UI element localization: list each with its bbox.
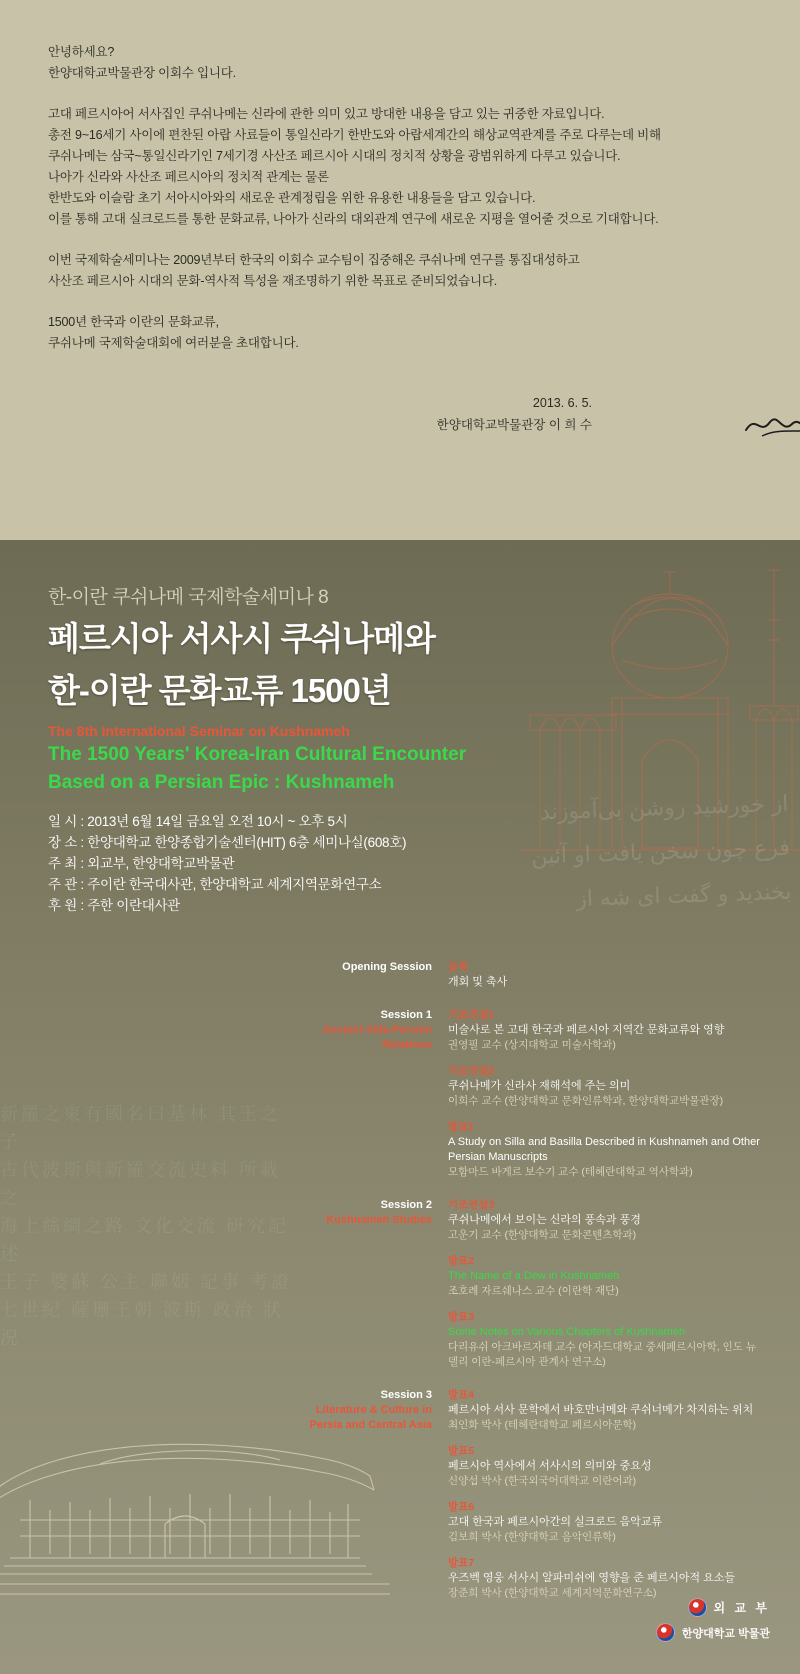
- item-presenter: 고운기 교수 (한양대학교 문화콘텐츠학과): [448, 1229, 637, 1241]
- item-title: 고대 한국과 페르시아간의 실크로드 음악교류: [448, 1516, 663, 1528]
- session-name: Opening Session: [342, 961, 432, 973]
- item-label: 발표7: [448, 1557, 475, 1569]
- footer-logo-item: [656, 1598, 770, 1617]
- item-label: 발표6: [448, 1501, 475, 1513]
- item-title: 페르시아 역사에서 서사시의 의미와 중요성: [448, 1460, 652, 1472]
- item-presenter: 권영필 교수 (상지대학교 미술사학과): [448, 1039, 616, 1051]
- program-item: [448, 1254, 760, 1299]
- item-presenter: 최인화 박사 (테헤란대학교 페르시아문학): [448, 1419, 637, 1431]
- item-presenter: 장준희 박사 (한양대학교 세계지역문화연구소): [448, 1587, 657, 1599]
- footer-logo-label: 외 교 부: [713, 1601, 770, 1615]
- item-title: 미술사로 본 고대 한국과 페르시아 지역간 문화교류와 영향: [448, 1024, 725, 1036]
- letter-spacer: [48, 230, 752, 250]
- program-item: [448, 1388, 760, 1433]
- item-presenter: 모함마드 바게르 보수기 교수 (테헤란대학교 역사학과): [448, 1166, 693, 1178]
- item-label: 발표2: [448, 1255, 475, 1267]
- letter-line: 나아가 신라와 사산조 페르시아의 정치적 관계는 물론: [48, 170, 329, 184]
- item-label: 발표3: [448, 1311, 475, 1323]
- letter-line: 한반도와 이슬람 초기 서아시아와의 새로운 관계정립을 위한 유용한 내용들을 담고 있습니다.: [48, 191, 536, 205]
- letter-signer: 한양대학교박물관장 이 희 수: [436, 418, 592, 432]
- hanyang-museum-emblem-icon: [656, 1623, 675, 1642]
- session-topic: Kushnameh Studies: [326, 1214, 432, 1226]
- program-item: [448, 1064, 760, 1109]
- poster-info-item: 장 소 : 한양대학교 한양종합기술센터(HIT) 6층 세미나실(608호): [48, 835, 407, 850]
- poster-section: [0, 540, 800, 1674]
- item-label: 기조연설2: [448, 1065, 495, 1077]
- program-session-row: [300, 1008, 760, 1180]
- session-heading: [300, 1388, 448, 1601]
- poster-title-ko-line2: 한-이란 문화교류 1500년: [48, 672, 391, 709]
- hanja-watermark: 新羅之東有國名曰基林 其王之子 古代波斯與新羅交流史料 所載之 海上絲綢之路 文化交流 研究記述 王子 婆蘇 公主 聯姻 記事 考證 七世紀 薩珊王朝 波斯 政治 狀況: [0, 1104, 293, 1348]
- session-name: Session 2: [380, 1199, 432, 1211]
- session-items: [448, 1008, 760, 1180]
- poster-info-item: 후 원 : 주한 이란대사관: [48, 898, 180, 913]
- program-session-row: [300, 1388, 760, 1601]
- session-name: Session 1: [380, 1009, 432, 1021]
- signature-block: [48, 392, 752, 436]
- session-topic: Literature & Culture in Persia and Central Asia: [309, 1404, 432, 1431]
- letter-line: 쿠쉬나메 국제학술대회에 여러분을 초대합니다.: [48, 336, 299, 350]
- item-title: 쿠쉬나메가 신라사 재해석에 주는 의미: [448, 1080, 631, 1092]
- footer-logo-item: [656, 1623, 770, 1642]
- item-label: 기조연설3: [448, 1199, 495, 1211]
- letter-line: 이번 국제학술세미나는 2009년부터 한국의 이회수 교수팀이 집중해온 쿠쉬나메 연구를 통집대성하고: [48, 253, 580, 267]
- poster-kicker: 한-이란 쿠쉬나메 국제학술세미나 8: [48, 587, 329, 608]
- poster-info-item: 일 시 : 2013년 6월 14일 금요일 오전 10시 ~ 오후 5시: [48, 814, 348, 829]
- item-presenter: 이희수 교수 (한양대학교 문화인류학과, 한양대학교박물관장): [448, 1095, 724, 1107]
- item-label: 기조연설1: [448, 1009, 495, 1021]
- item-label: 발표5: [448, 1445, 475, 1457]
- session-heading: [300, 1008, 448, 1180]
- session-name: Session 3: [380, 1389, 432, 1401]
- program-item: [448, 1008, 760, 1053]
- item-label: 발표4: [448, 1389, 475, 1401]
- program-item: [448, 1310, 760, 1370]
- item-title: 페르시아 서사 문학에서 바호만너메와 쿠쉬너메가 차지하는 위치: [448, 1404, 754, 1416]
- session-items: [448, 1388, 760, 1601]
- program-item: [448, 1444, 760, 1489]
- letter-line: 고대 페르시아어 서사집인 쿠쉬나메는 신라에 관한 의미 있고 방대한 내용을 담고 있는 귀중한 자료입니다.: [48, 107, 605, 121]
- item-presenter: 다리유쉬 아크바르자데 교수 (아자드대학교 중세페르시아학, 인도 뉴델리 이란-페르시아 관계사 연구소): [448, 1341, 756, 1368]
- handwritten-signature-icon: [742, 410, 800, 440]
- letter-line: 이를 통해 고대 실크로드를 통한 문화교류, 나아가 신라의 대외관계 연구에 새로운 지평을 열어줄 것으로 기대합니다.: [48, 212, 659, 226]
- letter-line: 총전 9~16세기 사이에 편찬된 아랍 사료들이 통일신라기 한반도와 아랍세계간의 해상교역관계를 주로 다루는데 비해: [48, 128, 661, 142]
- persian-calligraphy-watermark: از خورشید روشن بی‌آموزند فرع چون سخن یافت او آئین بخندید و گفت ای شه از: [531, 791, 792, 913]
- program-item: [448, 1556, 760, 1601]
- letter-date: 2013. 6. 5.: [532, 396, 592, 410]
- item-presenter: 조호례 자르쉐나스 교수 (이란학 재단): [448, 1285, 619, 1297]
- letter-spacer: [48, 84, 752, 104]
- program-item: [448, 1500, 760, 1545]
- poster-title-ko-line1: 페르시아 서사시 쿠쉬나메와: [48, 620, 435, 657]
- session-heading: [300, 960, 448, 990]
- letter-spacer: [48, 292, 752, 312]
- poster-titles: [0, 540, 800, 916]
- item-title: Some Notes on Various Chapters of Kushnameh: [448, 1326, 686, 1338]
- program-item: [448, 1198, 760, 1243]
- program-session-row: [300, 960, 760, 990]
- program-session-row: [300, 1198, 760, 1370]
- poster-info-list: [48, 811, 800, 916]
- letter-line: 1500년 한국과 이란의 문화교류,: [48, 315, 219, 329]
- footer-logos: [656, 1598, 770, 1648]
- poster-info-item: 주 관 : 주이란 한국대사관, 한양대학교 세계지역문화연구소: [48, 877, 382, 892]
- letter-line: 한양대학교박물관장 이회수 입니다.: [48, 66, 236, 80]
- program-item: [448, 1120, 760, 1180]
- item-label: 등록: [448, 961, 469, 973]
- footer-logo-label: 한양대학교 박물관: [681, 1627, 770, 1640]
- poster-subtitle-en-red: The 8th International Seminar on Kushnameh: [48, 723, 350, 739]
- letter-section: [0, 0, 800, 540]
- item-label: 발표1: [448, 1121, 475, 1133]
- poster-subtitle-en-green-line2: Based on a Persian Epic : Kushnameh: [48, 772, 395, 793]
- poster-info-item: 주 최 : 외교부, 한양대학교박물관: [48, 856, 235, 871]
- program-schedule: [0, 960, 800, 1601]
- item-title: 쿠쉬나메에서 보이는 신라의 풍속과 풍경: [448, 1214, 641, 1226]
- item-title: A Study on Silla and Basilla Described in Kushnameh and Other Persian Manuscripts: [448, 1136, 760, 1163]
- letter-line: 쿠쉬나메는 삼국~통일신라기인 7세기경 사산조 페르시아 시대의 정치적 상황을 광범위하게 다루고 있습니다.: [48, 149, 621, 163]
- mofa-emblem-icon: [688, 1598, 707, 1617]
- session-topic: Ancient Silla-Persian Relations: [322, 1024, 432, 1051]
- item-title: 개회 및 축사: [448, 976, 508, 988]
- session-heading: [300, 1198, 448, 1370]
- letter-line: 사산조 페르시아 시대의 문화-역사적 특성을 재조명하기 위한 목표로 준비되었습니다.: [48, 274, 498, 288]
- program-item: [448, 960, 760, 990]
- item-title: 우즈벡 영웅 서사시 알파미쉬에 영향을 준 페르시아적 요소들: [448, 1572, 736, 1584]
- item-presenter: 김보희 박사 (한양대학교 음악인류학): [448, 1531, 616, 1543]
- session-items: [448, 960, 760, 990]
- poster-subtitle-en-green-line1: The 1500 Years' Korea-Iran Cultural Encounter: [48, 744, 467, 765]
- item-presenter: 신양섭 박사 (한국외국어대학교 이란어과): [448, 1475, 637, 1487]
- session-items: [448, 1198, 760, 1370]
- letter-line: 안녕하세요?: [48, 45, 115, 59]
- item-title: The Name of a Dew in Kushnameh: [448, 1270, 620, 1282]
